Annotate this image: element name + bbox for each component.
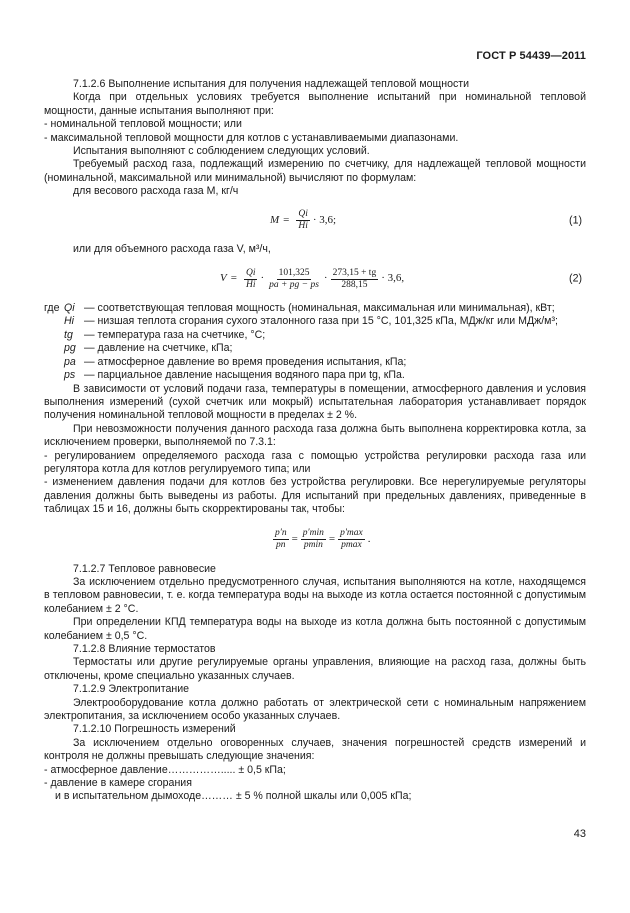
variable-row: pa — атмосферное давление во время проведения испытания, кПа; [64,355,407,368]
list-item: - регулированием определяемого расхода газа с помощью устройства регулировки расхода газа или регулятора котла для котлов регулируемого типа; или [44,449,586,475]
fraction: $\frac{Qi}{Hi}$ [298,209,308,232]
variable-row: tg — температура газа на счетчике, °С; [64,328,266,341]
document-code: ГОСТ Р 54439—2011 [476,50,586,62]
list-item: - изменением давления подачи для котлов без устройства регулировки. Все нерегулируемые регуляторы давления должны быть выведены из работы. Для испытаний при предельных давлениях, приведенные в таблицах 15 и 16, должны быть скорректированы так, чтобы: [44,476,586,516]
fraction: $\frac{Qi}{Hi}$ [245,267,256,290]
paragraph: Термостаты или другие регулируемые органы управления, влияющие на расход газа, должны быть отключены, кроме специально указанных случаев. [44,656,586,682]
document-body [44,78,586,804]
list-item: - номинальной тепловой мощности; или [44,118,242,131]
list-item: и в испытательном дымоходе……… ± 5 % полной шкалы или 0,005 кПа; [55,790,412,803]
section-title-7-1-2-6: 7.1.2.6 Выполнение испытания для получения надлежащей тепловой мощности [73,78,470,90]
paragraph: Когда при отдельных условиях требуется выполнение испытаний при номинальной тепловой мощности, данные испытания выполняют при: [44,91,586,117]
section-title-7-1-2-9: 7.1.2.9 Электропитание [73,683,190,696]
paragraph: Испытания выполняют с соблюдением следующих условий. [73,145,370,158]
formula-2: V = $\frac{Qi}{Hi}$ · $\frac{101,325}{pa + pg - ps}$ · $\frac{273,15 + tg}{288,15}$ · 3,6, (2) [220,267,582,290]
paragraph: Требуемый расход газа, подлежащий измерению по счетчику, для надлежащей тепловой мощности (номинальной, максимальной или минимальной) вычисляют по формулам: [44,158,586,184]
paragraph: При невозможности получения данного расхода газа должна быть выполнена корректировка котла, за исключением проверки, выполняемой по 7.3.1: [44,422,586,449]
list-item: - давление в камере сгорания [44,777,192,790]
variable-list [44,302,586,382]
formula-3: $\frac{p'n}{pn}$ = $\frac{p'\min}{pmin}$ = $\frac{p'\max}{pmax}$ . [275,528,371,551]
section-title-7-1-2-7: 7.1.2.7 Тепловое равновесие [73,562,216,575]
section-title-7-1-2-10: 7.1.2.10 Погрешность измерений [73,723,236,736]
formula-number: (1) [569,213,582,226]
variable-row: где Qi — соответствующая тепловая мощность (номинальная, максимальная или минимальная), кВт; [44,302,555,315]
page [44,0,586,913]
paragraph: для весового расхода газа M, кг/ч [73,185,239,198]
paragraph: В зависимости от условий подачи газа, температуры в помещении, атмосферного давления и условия выполнения измерений (сухой счетчик или мокрый) испытательная лаборатория устанавливает порядок получения номинальной тепловой мощности в пределах ± 2 %. [44,382,586,422]
variable-row: Hi — низшая теплота сгорания сухого эталонного газа при 15 °С, 101,325 кПа, МДж/кг или МДж/м³; [64,315,558,328]
formula-1: M = $\frac{Qi}{Hi}$ · 3,6; (1) [270,209,582,232]
page-number: 43 [573,828,586,840]
fraction: $\frac{p'\min}{pmin}$ [302,528,324,551]
section-title-7-1-2-8: 7.1.2.8 Влияние термостатов [73,643,216,655]
variable-row: pg — давление на счетчике, кПа; [64,342,233,355]
formula-number: (2) [569,272,582,285]
fraction: $\frac{p'n}{pn}$ [275,528,287,551]
fraction: $\frac{273,15 + tg}{288,15}$ [332,267,377,290]
paragraph: Электрооборудование котла должно работать от электрической сети с номинальным напряжением электропитания, за исключением особо указанных случаев. [44,696,586,723]
paragraph: При определении КПД температура воды на выходе из котла должна быть постоянной с допустимым колебанием ± 0,5 °С. [44,616,586,642]
fraction: $\frac{101,325}{pa + pg - ps}$ [269,267,319,290]
paragraph: За исключением отдельно предусмотренного случая, испытания выполняются на котле, находящемся в тепловом равновесии, т. е. когда температура воды на выходе из котла остается постоянной с допустимым колебанием ± 2 °С. [44,575,586,615]
list-item: - максимальной тепловой мощности для котлов с устанавливаемыми диапазонами. [44,131,459,144]
variable-row: ps — парциальное давление насыщения водяного пара при tg, кПа. [64,369,405,382]
paragraph: За исключением отдельно оговоренных случаев, значения погрешностей средств измерений и контроля не должны превышать следующие значения: [44,736,586,763]
formula-lhs: M [270,213,280,226]
fraction: $\frac{p'\max}{pmax}$ [340,528,363,551]
paragraph: или для объемного расхода газа V, м³/ч, [73,242,271,255]
list-item: - атмосферное давление……………..... ± 0,5 кПа; [44,763,286,776]
